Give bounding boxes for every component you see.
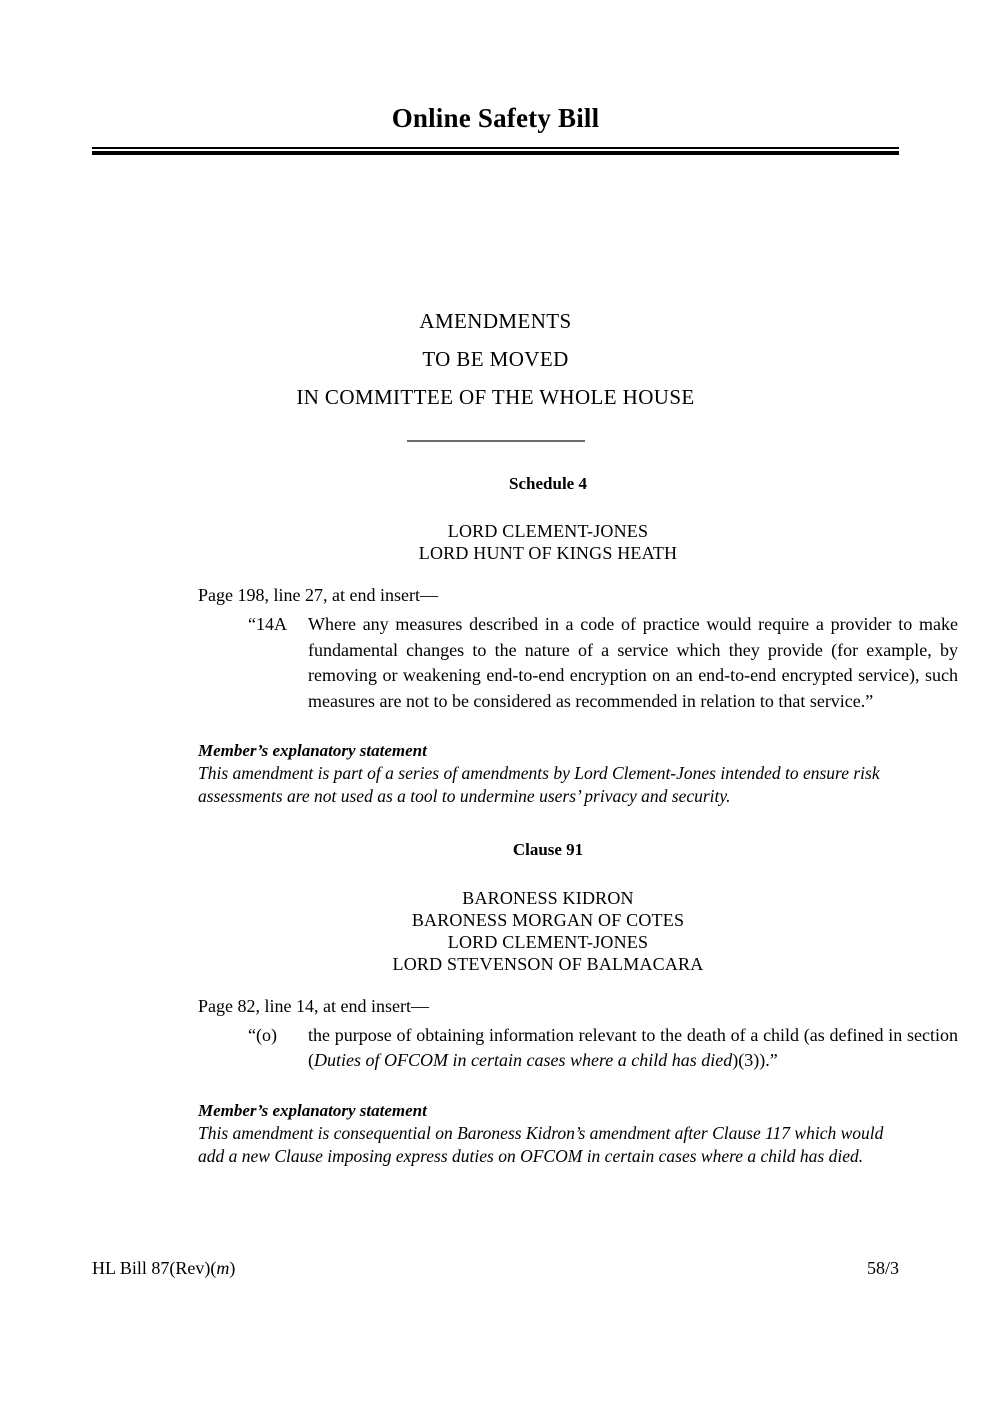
header-double-rule — [92, 147, 899, 155]
amendment-text — [248, 612, 958, 714]
document-content — [198, 474, 958, 1168]
amendment-cross-reference: Duties of OFCOM in certain cases where a child has died — [314, 1050, 733, 1071]
amendment-marker: “14A — [248, 614, 287, 635]
explanatory-statement-title: Member’s explanatory statement — [198, 741, 427, 761]
page-line-reference: Page 198, line 27, at end insert— — [198, 585, 438, 606]
page-title: Online Safety Bill — [391, 103, 600, 133]
sponsor-name: LORD CLEMENT-JONES — [447, 521, 649, 542]
sponsor-name: LORD STEVENSON OF BALMACARA — [392, 953, 704, 974]
sponsor-list — [198, 520, 898, 564]
sponsor-list — [198, 887, 898, 975]
sponsor-name: LORD CLEMENT-JONES — [447, 931, 649, 952]
amendment-marker: “(o) — [248, 1024, 277, 1045]
sponsor-name: BARONESS MORGAN OF COTES — [411, 909, 685, 930]
explanatory-statement — [198, 1100, 898, 1168]
bill-reference — [92, 1258, 235, 1279]
amendments-heading-block — [92, 302, 899, 442]
section-divider-rule — [407, 440, 585, 442]
heading-line-amendments: AMENDMENTS — [419, 309, 572, 333]
explanatory-statement-body: This amendment is consequential on Baroness Kidron’s amendment after Clause 117 which would add a new Clause imposing express duties on OFCOM in certain cases where a child has died. — [198, 1122, 884, 1166]
sponsor-name: LORD HUNT OF KINGS HEATH — [418, 543, 678, 564]
section-heading: Schedule 4 — [509, 474, 587, 493]
section-schedule-4 — [198, 474, 958, 808]
amendment-body-after: )(3)).” — [732, 1050, 778, 1071]
document-header — [92, 104, 899, 155]
section-heading: Clause 91 — [512, 840, 584, 860]
amendment-body-before: the purpose of obtaining information relevant to the death of a child (as defined in section ( — [308, 1024, 958, 1071]
bill-reference-end: ) — [229, 1258, 236, 1278]
section-clause-91 — [198, 840, 958, 1167]
sponsor-name: BARONESS KIDRON — [462, 887, 634, 908]
page-footer — [92, 1258, 899, 1279]
bill-reference-main: HL Bill 87(Rev)( — [92, 1258, 217, 1278]
bill-reference-italic: m — [216, 1258, 230, 1278]
explanatory-statement-body: This amendment is part of a series of amendments by Lord Clement-Jones intended to ensure risk assessments are not used as a tool to undermine users’ privacy and security. — [198, 763, 880, 807]
heading-line-in-committee: IN COMMITTEE OF THE WHOLE HOUSE — [296, 385, 695, 409]
header-rule-thick — [92, 151, 899, 155]
heading-line-to-be-moved: TO BE MOVED — [422, 347, 569, 371]
amendment-body: Where any measures described in a code of practice would require a provider to make fundamental changes to the nature of a service which they provide (for example, by removing or weakening end-to-end encryption on an end-to-end encrypted service), such measures are not to be considered as recommended in relation to that service.” — [308, 614, 958, 711]
page-line-reference: Page 82, line 14, at end insert— — [198, 995, 429, 1016]
amendment-text — [248, 1023, 958, 1074]
page-number: 58/3 — [866, 1258, 899, 1278]
explanatory-statement-title: Member’s explanatory statement — [198, 1100, 427, 1120]
explanatory-statement — [198, 740, 898, 808]
